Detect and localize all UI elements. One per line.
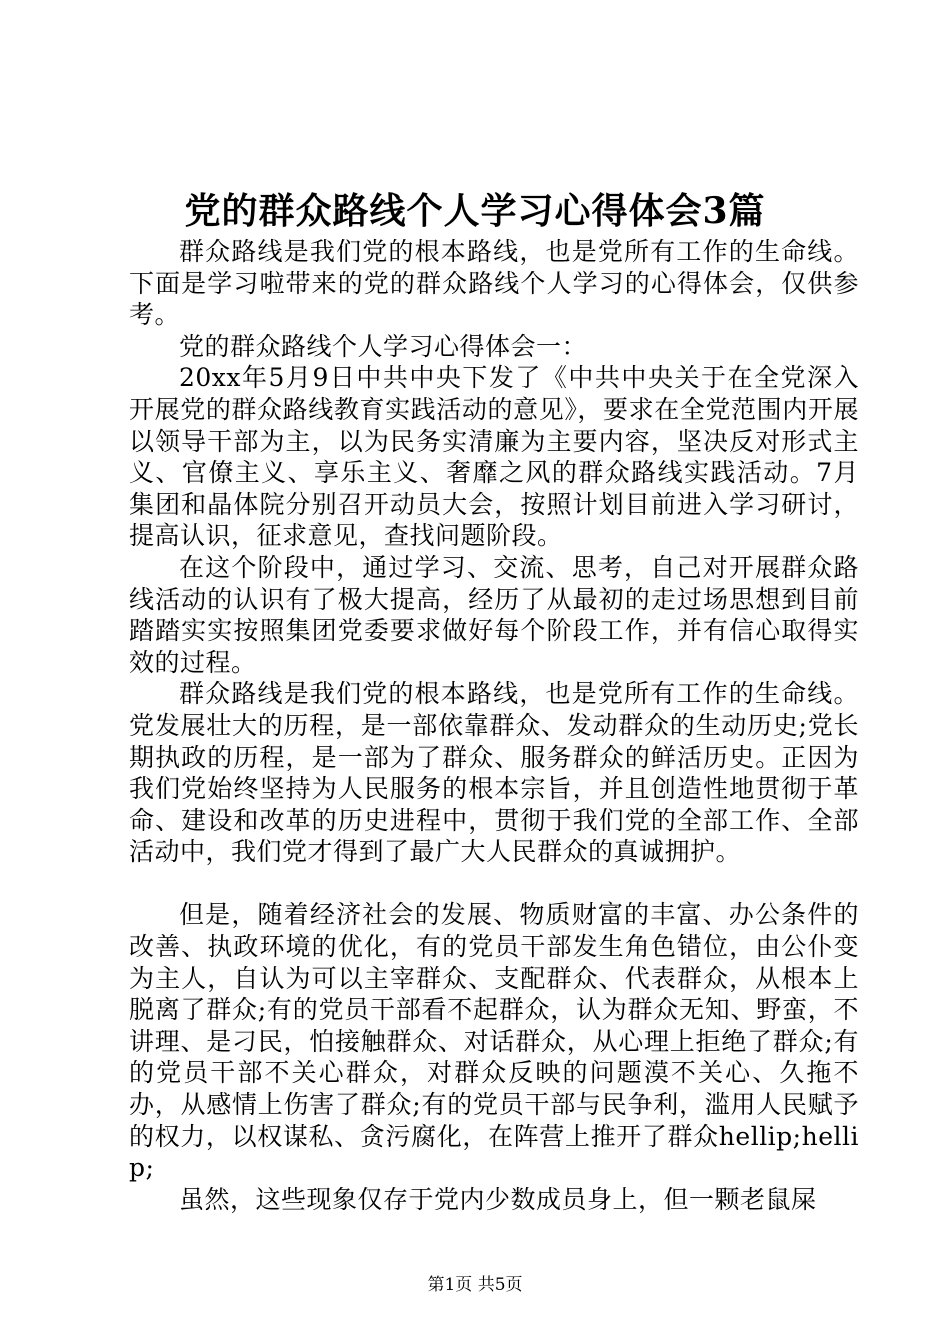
paragraph-background: 20xx年5月9日中共中央下发了《中共中央关于在全党深入开展党的群众路线教育实践活动的意见》，要求在全党范围内开展以领导干部为主，以为民务实清廉为主要内容，坚决反对形式主义、官僚主义、享乐主义、奢靡之风的群众路线实践活动。7月集团和晶体院分别召开动员大会，按照计划目前进入学习研讨，提高认识，征求意见，查找问题阶段。 [129,363,859,551]
document-body [129,236,859,1215]
paragraph-spacer [129,868,859,900]
paragraph-mass-line: 群众路线是我们党的根本路线，也是党所有工作的生命线。党发展壮大的历程，是一部依靠群众、发动群众的生动历史;党长期执政的历程，是一部为了群众、服务群众的鲜活历史。正因为我们党始终坚持为人民服务的根本宗旨，并且创造性地贯彻于革命、建设和改革的历史进程中，贯彻于我们党的全部工作、全部活动中，我们党才得到了最广大人民群众的真诚拥护。 [129,679,859,867]
paragraph-stage: 在这个阶段中，通过学习、交流、思考，自己对开展群众路线活动的认识有了极大提高，经历了从最初的走过场思想到目前踏踏实实按照集团党委要求做好每个阶段工作，并有信心取得实效的过程。 [129,552,859,677]
document-title: 党的群众路线个人学习心得体会3篇 [184,190,766,232]
page-footer: 第1页 共5页 [427,1275,523,1295]
paragraph-section-heading: 党的群众路线个人学习心得体会一： [179,331,588,361]
paragraph-intro: 群众路线是我们党的根本路线，也是党所有工作的生命线。下面是学习啦带来的党的群众路线个人学习的心得体会，仅供参考。 [129,237,859,330]
paragraph-conclusion-start: 虽然，这些现象仅存于党内少数成员身上，但一颗老鼠屎 [179,1184,817,1214]
paragraph-problems: 但是，随着经济社会的发展、物质财富的丰富、办公条件的改善、执政环境的优化，有的党员干部发生角色错位，由公仆变为主人，自认为可以主宰群众、支配群众、代表群众，从根本上脱离了群众;有的党员干部看不起群众，认为群众无知、野蛮，不讲理、是刁民，怕接触群众、对话群众，从心理上拒绝了群众;有的党员干部不关心群众，对群众反映的问题漠不关心、久拖不办，从感情上伤害了群众;有的党员干部与民争利，滥用人民赋予的权力，以权谋私、贪污腐化，在阵营上推开了群众hellip;hellip; [129,900,859,1183]
